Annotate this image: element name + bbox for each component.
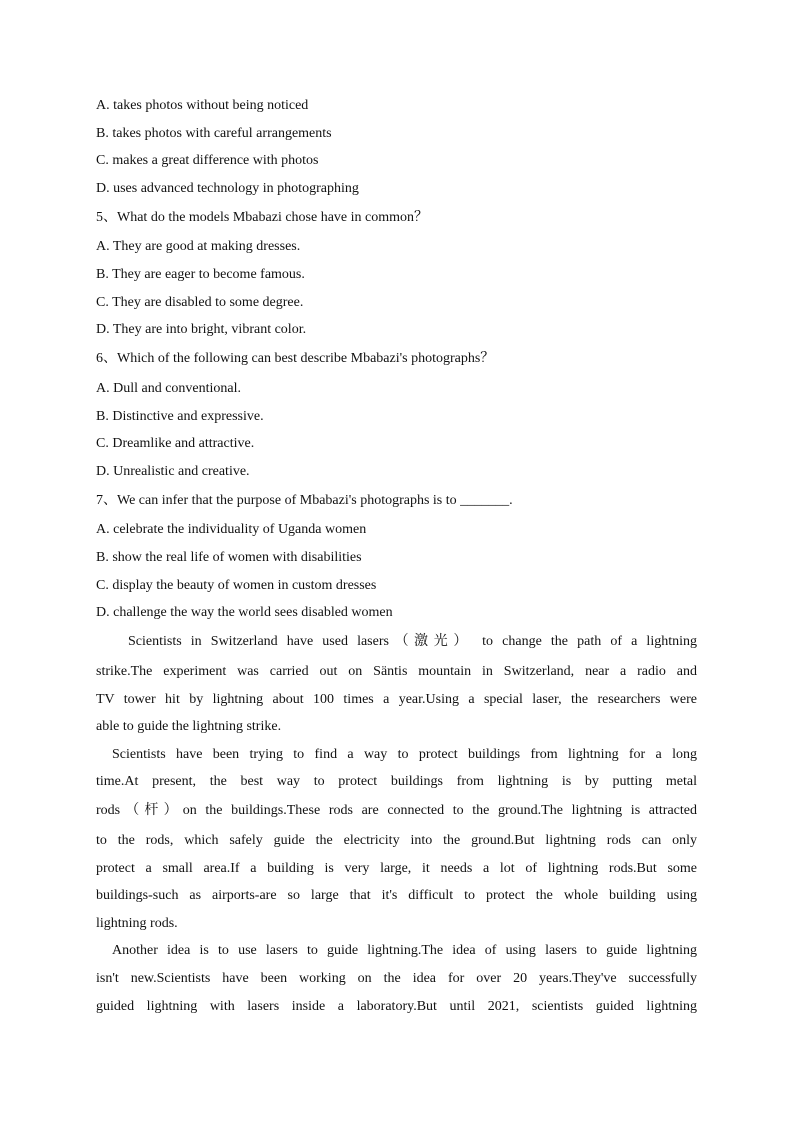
q7-stem: 7、We can infer that the purpose of Mbabazi's photographs is to _______. bbox=[96, 493, 513, 508]
q7-option-a: A. celebrate the individuality of Uganda women bbox=[96, 522, 367, 537]
q6-stem: 6、Which of the following can best describe Mbabazi's photographs？ bbox=[96, 351, 495, 366]
passage-p3-line: Another idea is to use lasers to guide lightning.The idea of using lasers to guide lightning bbox=[112, 943, 697, 958]
passage-p2-line: lightning rods. bbox=[96, 916, 178, 931]
passage-p2-line: rods（杆）on the buildings.These rods are connected to the ground.The lightning is attracted bbox=[96, 803, 697, 818]
q5-option-b: B. They are eager to become famous. bbox=[96, 267, 305, 282]
passage-p1-line: Scientists in Switzerland have used lasers（激光） to change the path of a lightning bbox=[128, 634, 697, 649]
q7-option-b: B. show the real life of women with disabilities bbox=[96, 550, 362, 565]
passage-p1-line: able to guide the lightning strike. bbox=[96, 719, 282, 734]
passage-p2-line: time.At present, the best way to protect buildings from lightning is by putting metal bbox=[96, 774, 697, 789]
q4-option-a: A. takes photos without being noticed bbox=[96, 98, 309, 113]
q4-option-c: C. makes a great difference with photos bbox=[96, 153, 319, 168]
q5-option-c: C. They are disabled to some degree. bbox=[96, 295, 304, 310]
q6-option-c: C. Dreamlike and attractive. bbox=[96, 436, 255, 451]
q7-option-c: C. display the beauty of women in custom dresses bbox=[96, 578, 377, 593]
passage-p2-line: to the rods, which safely guide the electricity into the ground.But lightning rods can only bbox=[96, 833, 697, 848]
passage-p2-line: Scientists have been trying to find a way to protect buildings from lightning for a long bbox=[112, 747, 697, 762]
q6-option-d: D. Unrealistic and creative. bbox=[96, 464, 250, 479]
q4-option-d: D. uses advanced technology in photographing bbox=[96, 181, 359, 196]
q5-option-d: D. They are into bright, vibrant color. bbox=[96, 322, 307, 337]
q5-option-a: A. They are good at making dresses. bbox=[96, 239, 301, 254]
passage-p3-line: isn't new.Scientists have been working on the idea for over 20 years.They've successfully bbox=[96, 971, 697, 986]
passage-p1-line: strike.The experiment was carried out on Säntis mountain in Switzerland, near a radio and bbox=[96, 664, 697, 679]
passage-p2-line: protect a small area.If a building is very large, it needs a lot of lightning rods.But some bbox=[96, 861, 697, 876]
q5-stem: 5、What do the models Mbabazi chose have in common？ bbox=[96, 210, 429, 225]
passage-p1-line: TV tower hit by lightning about 100 times a year.Using a special laser, the researchers were bbox=[96, 692, 697, 707]
q6-option-a: A. Dull and conventional. bbox=[96, 381, 242, 396]
q7-option-d: D. challenge the way the world sees disabled women bbox=[96, 605, 393, 620]
passage-p3-line: guided lightning with lasers inside a laboratory.But until 2021, scientists guided lightning bbox=[96, 999, 697, 1014]
passage-p2-line: buildings-such as airports-are so large that it's difficult to protect the whole building using bbox=[96, 888, 697, 903]
q6-option-b: B. Distinctive and expressive. bbox=[96, 409, 264, 424]
q4-option-b: B. takes photos with careful arrangements bbox=[96, 126, 332, 141]
